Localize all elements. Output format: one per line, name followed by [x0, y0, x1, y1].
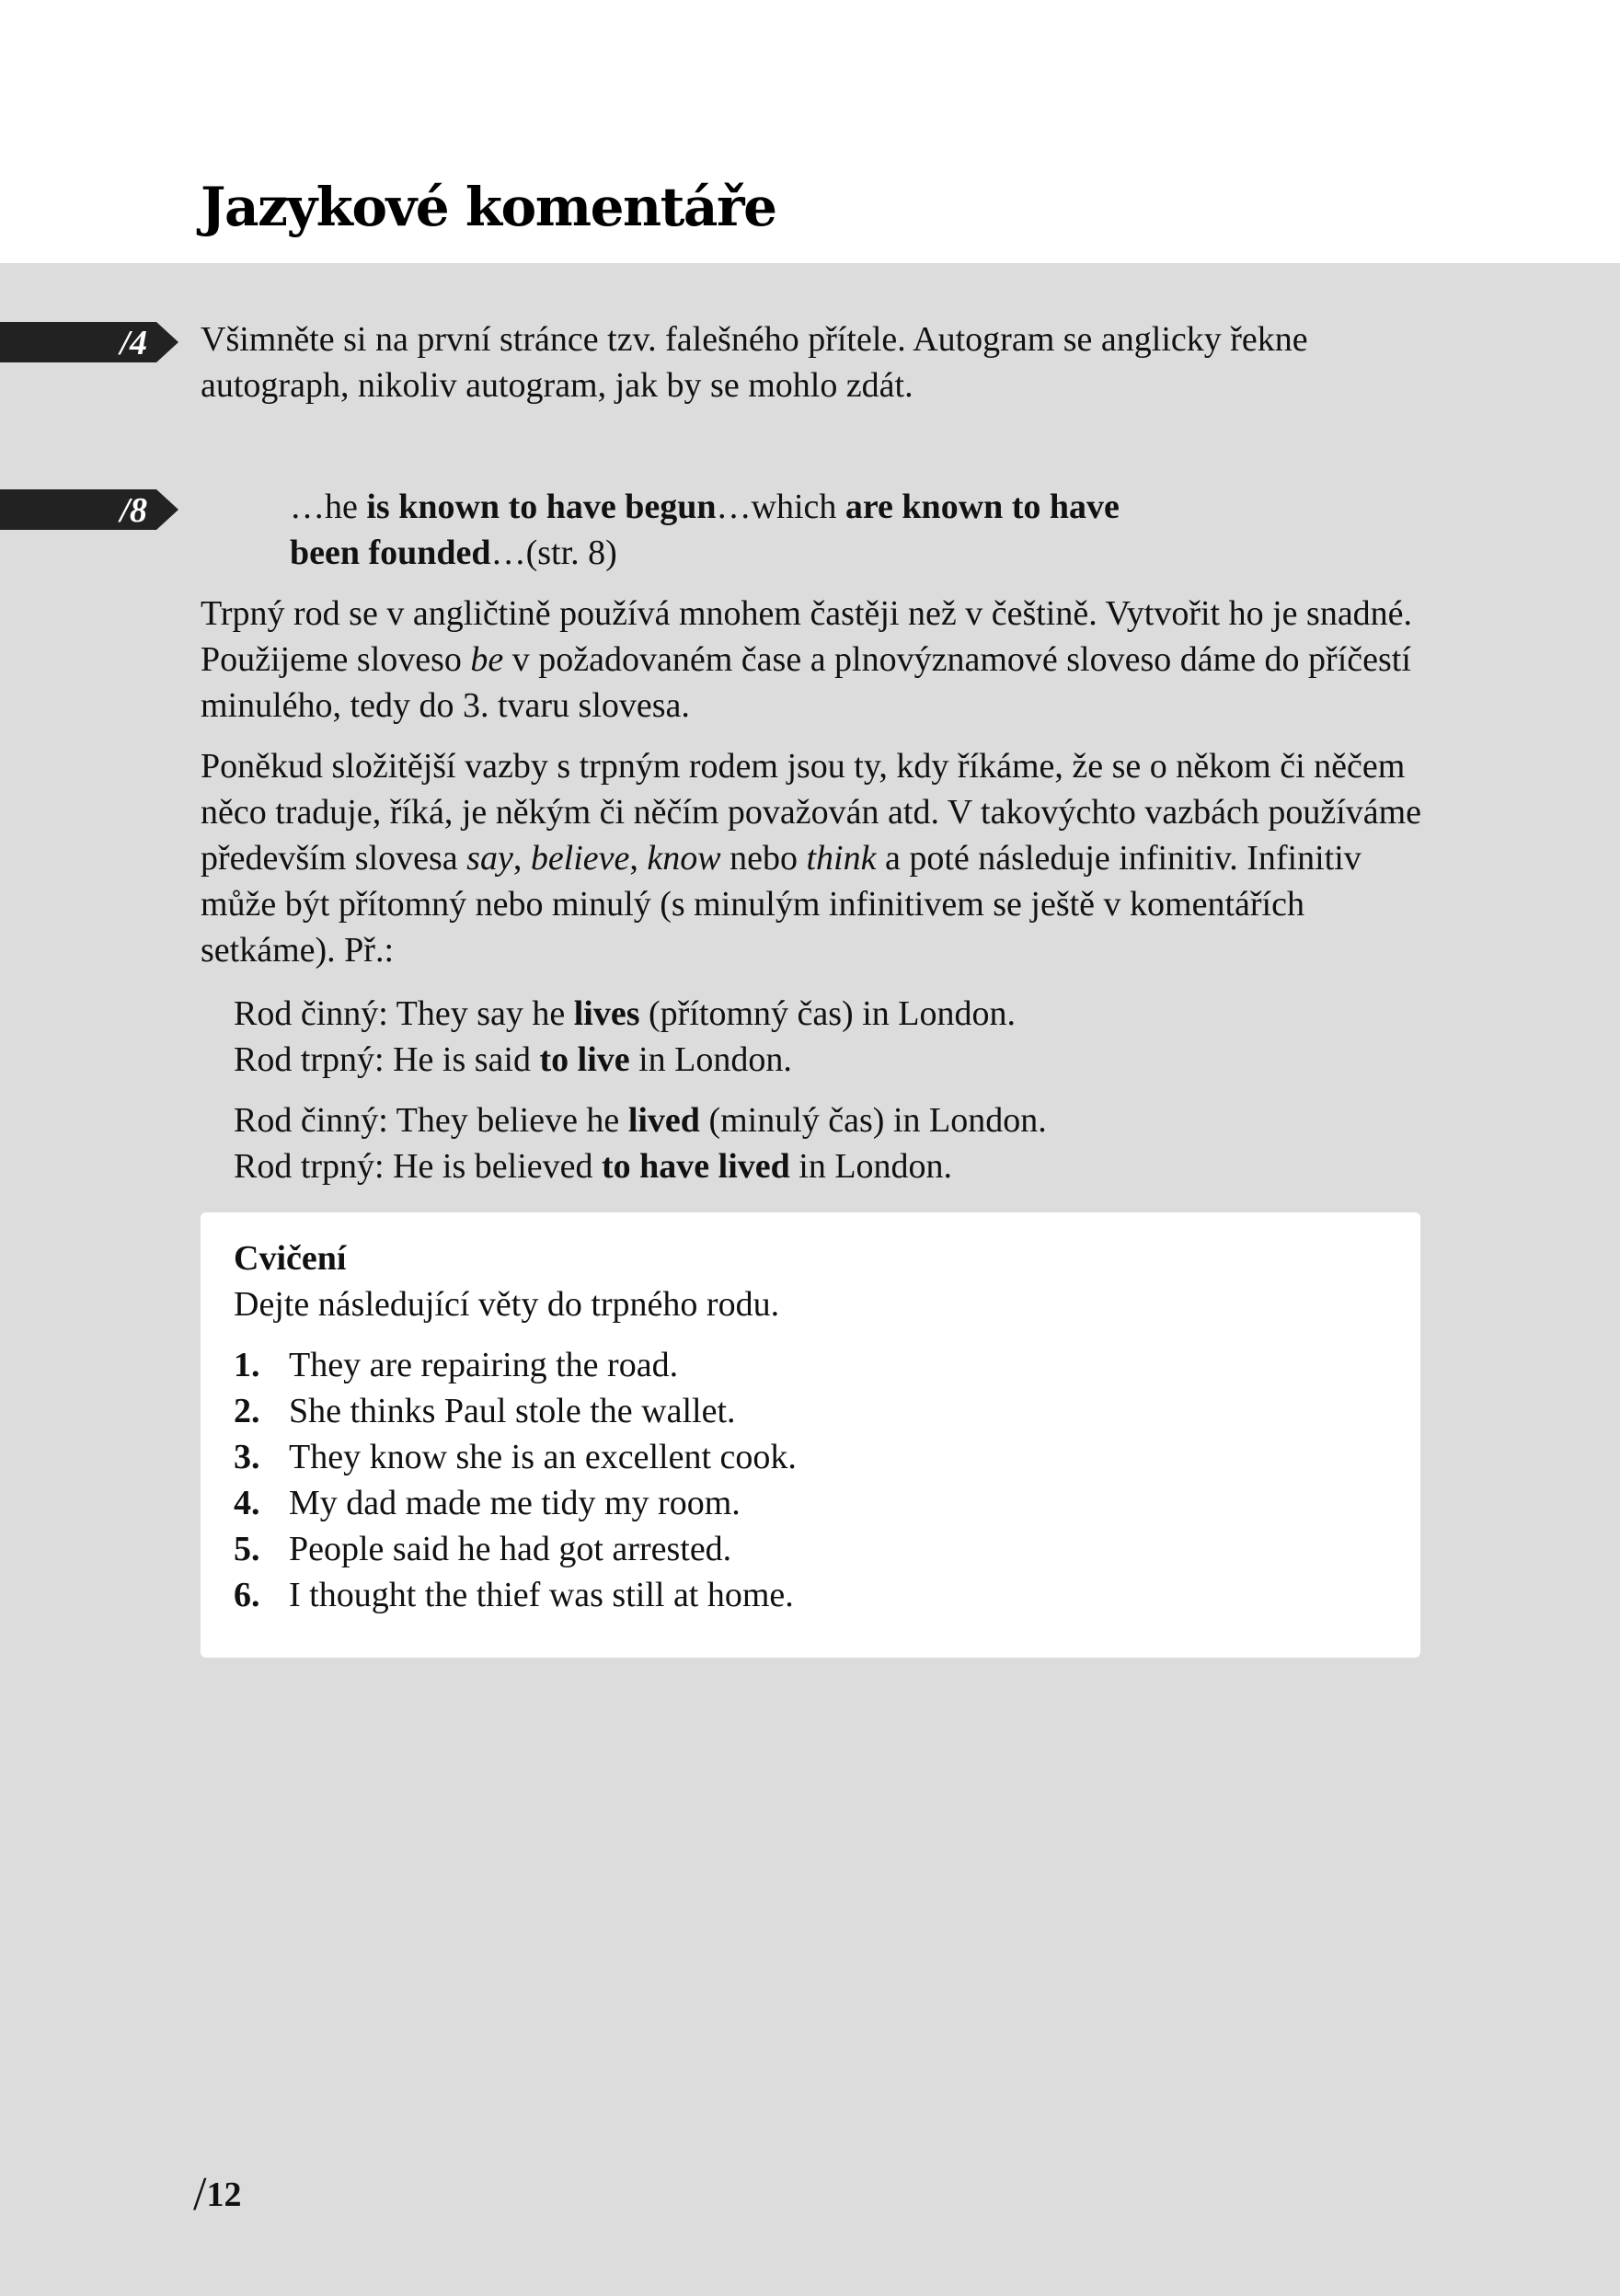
text-run: Trpný rod se v angličtině používá mnohem častěji než v češtině. Vytvořit ho je snadné. Použijeme sloveso: [201, 594, 1413, 679]
item-number: 2.: [234, 1392, 260, 1430]
exercise-title: Cvičení: [234, 1239, 347, 1278]
text-run: (přítomný čas) in London.: [639, 994, 1016, 1033]
item-text: People said he had got arrested.: [289, 1530, 732, 1568]
bold-run: lives: [573, 994, 640, 1033]
item-number: 5.: [234, 1530, 260, 1568]
comment-text-4: Všimněte si na první stránce tzv. falešného přítele. Autogram se anglicky řekne autograph, nikoliv autogram, jak by se mohlo zdát.: [201, 320, 1308, 405]
text-run: Poněkud složitější vazby s trpným rodem jsou ty, kdy říkáme, že se o někom či něčem něco traduje, říká, je někým či něčím považován atd. V takovýchto vazbách používáme především slovesa: [201, 747, 1422, 878]
paragraph-passive-intro: [201, 591, 1438, 729]
paragraph-passive-complex: [201, 743, 1438, 973]
italic-run: think: [806, 839, 877, 878]
bold-run: is known to have begun: [366, 488, 717, 526]
bold-run: are known to have: [844, 488, 1120, 526]
example-active-1: [234, 991, 1430, 1037]
italic-run: know: [647, 839, 721, 878]
marker-label: /8: [120, 491, 147, 530]
item-number: 4.: [234, 1484, 260, 1522]
marker-label: /4: [120, 324, 147, 362]
exercise-list: [234, 1342, 797, 1618]
text-run: …which: [716, 488, 845, 526]
italic-run: say: [466, 839, 513, 878]
text-run: ,: [512, 839, 531, 878]
page-slash: /: [193, 2168, 207, 2221]
text-run: Rod činný: They believe he: [234, 1101, 628, 1140]
item-text: They know she is an excellent cook.: [289, 1438, 797, 1476]
exercise-item: [234, 1572, 797, 1618]
item-number: 3.: [234, 1438, 260, 1476]
item-number: 6.: [234, 1576, 260, 1614]
text-run: a poté následuje infinitiv. Infinitiv může být přítomný nebo minulý (s minulým infinitivem se ještě v komentářích setkáme). Př.:: [201, 839, 1361, 970]
italic-run: be: [470, 640, 504, 679]
italic-run: believe: [530, 839, 630, 878]
text-run: Rod trpný: He is said: [234, 1040, 540, 1079]
item-text: She thinks Paul stole the wallet.: [289, 1392, 736, 1430]
page-title: Jazykové komentáře: [201, 176, 776, 238]
text-run: Rod činný: They say he: [234, 994, 574, 1033]
text-run: Rod trpný: He is believed: [234, 1147, 602, 1186]
example-active-2: [234, 1097, 1430, 1143]
bold-run: to live: [539, 1040, 630, 1079]
example-passive-1: [234, 1037, 1430, 1083]
exercise-item: [234, 1526, 797, 1572]
quote-line-1: [290, 488, 1120, 526]
example-passive-2: [234, 1143, 1430, 1189]
exercise-item: [234, 1388, 797, 1434]
quote-line-2: [290, 534, 617, 572]
text-run: …he: [290, 488, 367, 526]
exercise-item: [234, 1342, 797, 1388]
exercise-item: [234, 1434, 797, 1480]
text-run: in London.: [789, 1147, 953, 1186]
quote-block: [290, 484, 1302, 576]
item-number: 1.: [234, 1346, 260, 1384]
text-run: (minulý čas) in London.: [699, 1101, 1047, 1140]
bold-run: to have lived: [601, 1147, 790, 1186]
page-ref-marker-4: [0, 322, 184, 362]
page-ref-marker-8: [0, 489, 184, 530]
exercise-box: [201, 1212, 1420, 1658]
text-run: ,: [629, 839, 648, 878]
text-run: v požadovaném čase a plnovýznamové sloveso dáme do příčestí minulého, tedy do 3. tvaru slovesa.: [201, 640, 1411, 725]
bold-run: lived: [627, 1101, 700, 1140]
exercise-instruction: Dejte následující věty do trpného rodu.: [234, 1285, 780, 1324]
page-number-value: 12: [206, 2175, 242, 2214]
page-number: [193, 2168, 242, 2221]
item-text: They are repairing the road.: [289, 1346, 679, 1384]
item-text: My dad made me tidy my room.: [289, 1484, 741, 1522]
exercise-item: [234, 1480, 797, 1526]
bold-run: been founded: [290, 534, 491, 572]
text-run: nebo: [720, 839, 807, 878]
text-run: …(str. 8): [490, 534, 617, 572]
item-text: I thought the thief was still at home.: [289, 1576, 794, 1614]
text-run: in London.: [629, 1040, 792, 1079]
